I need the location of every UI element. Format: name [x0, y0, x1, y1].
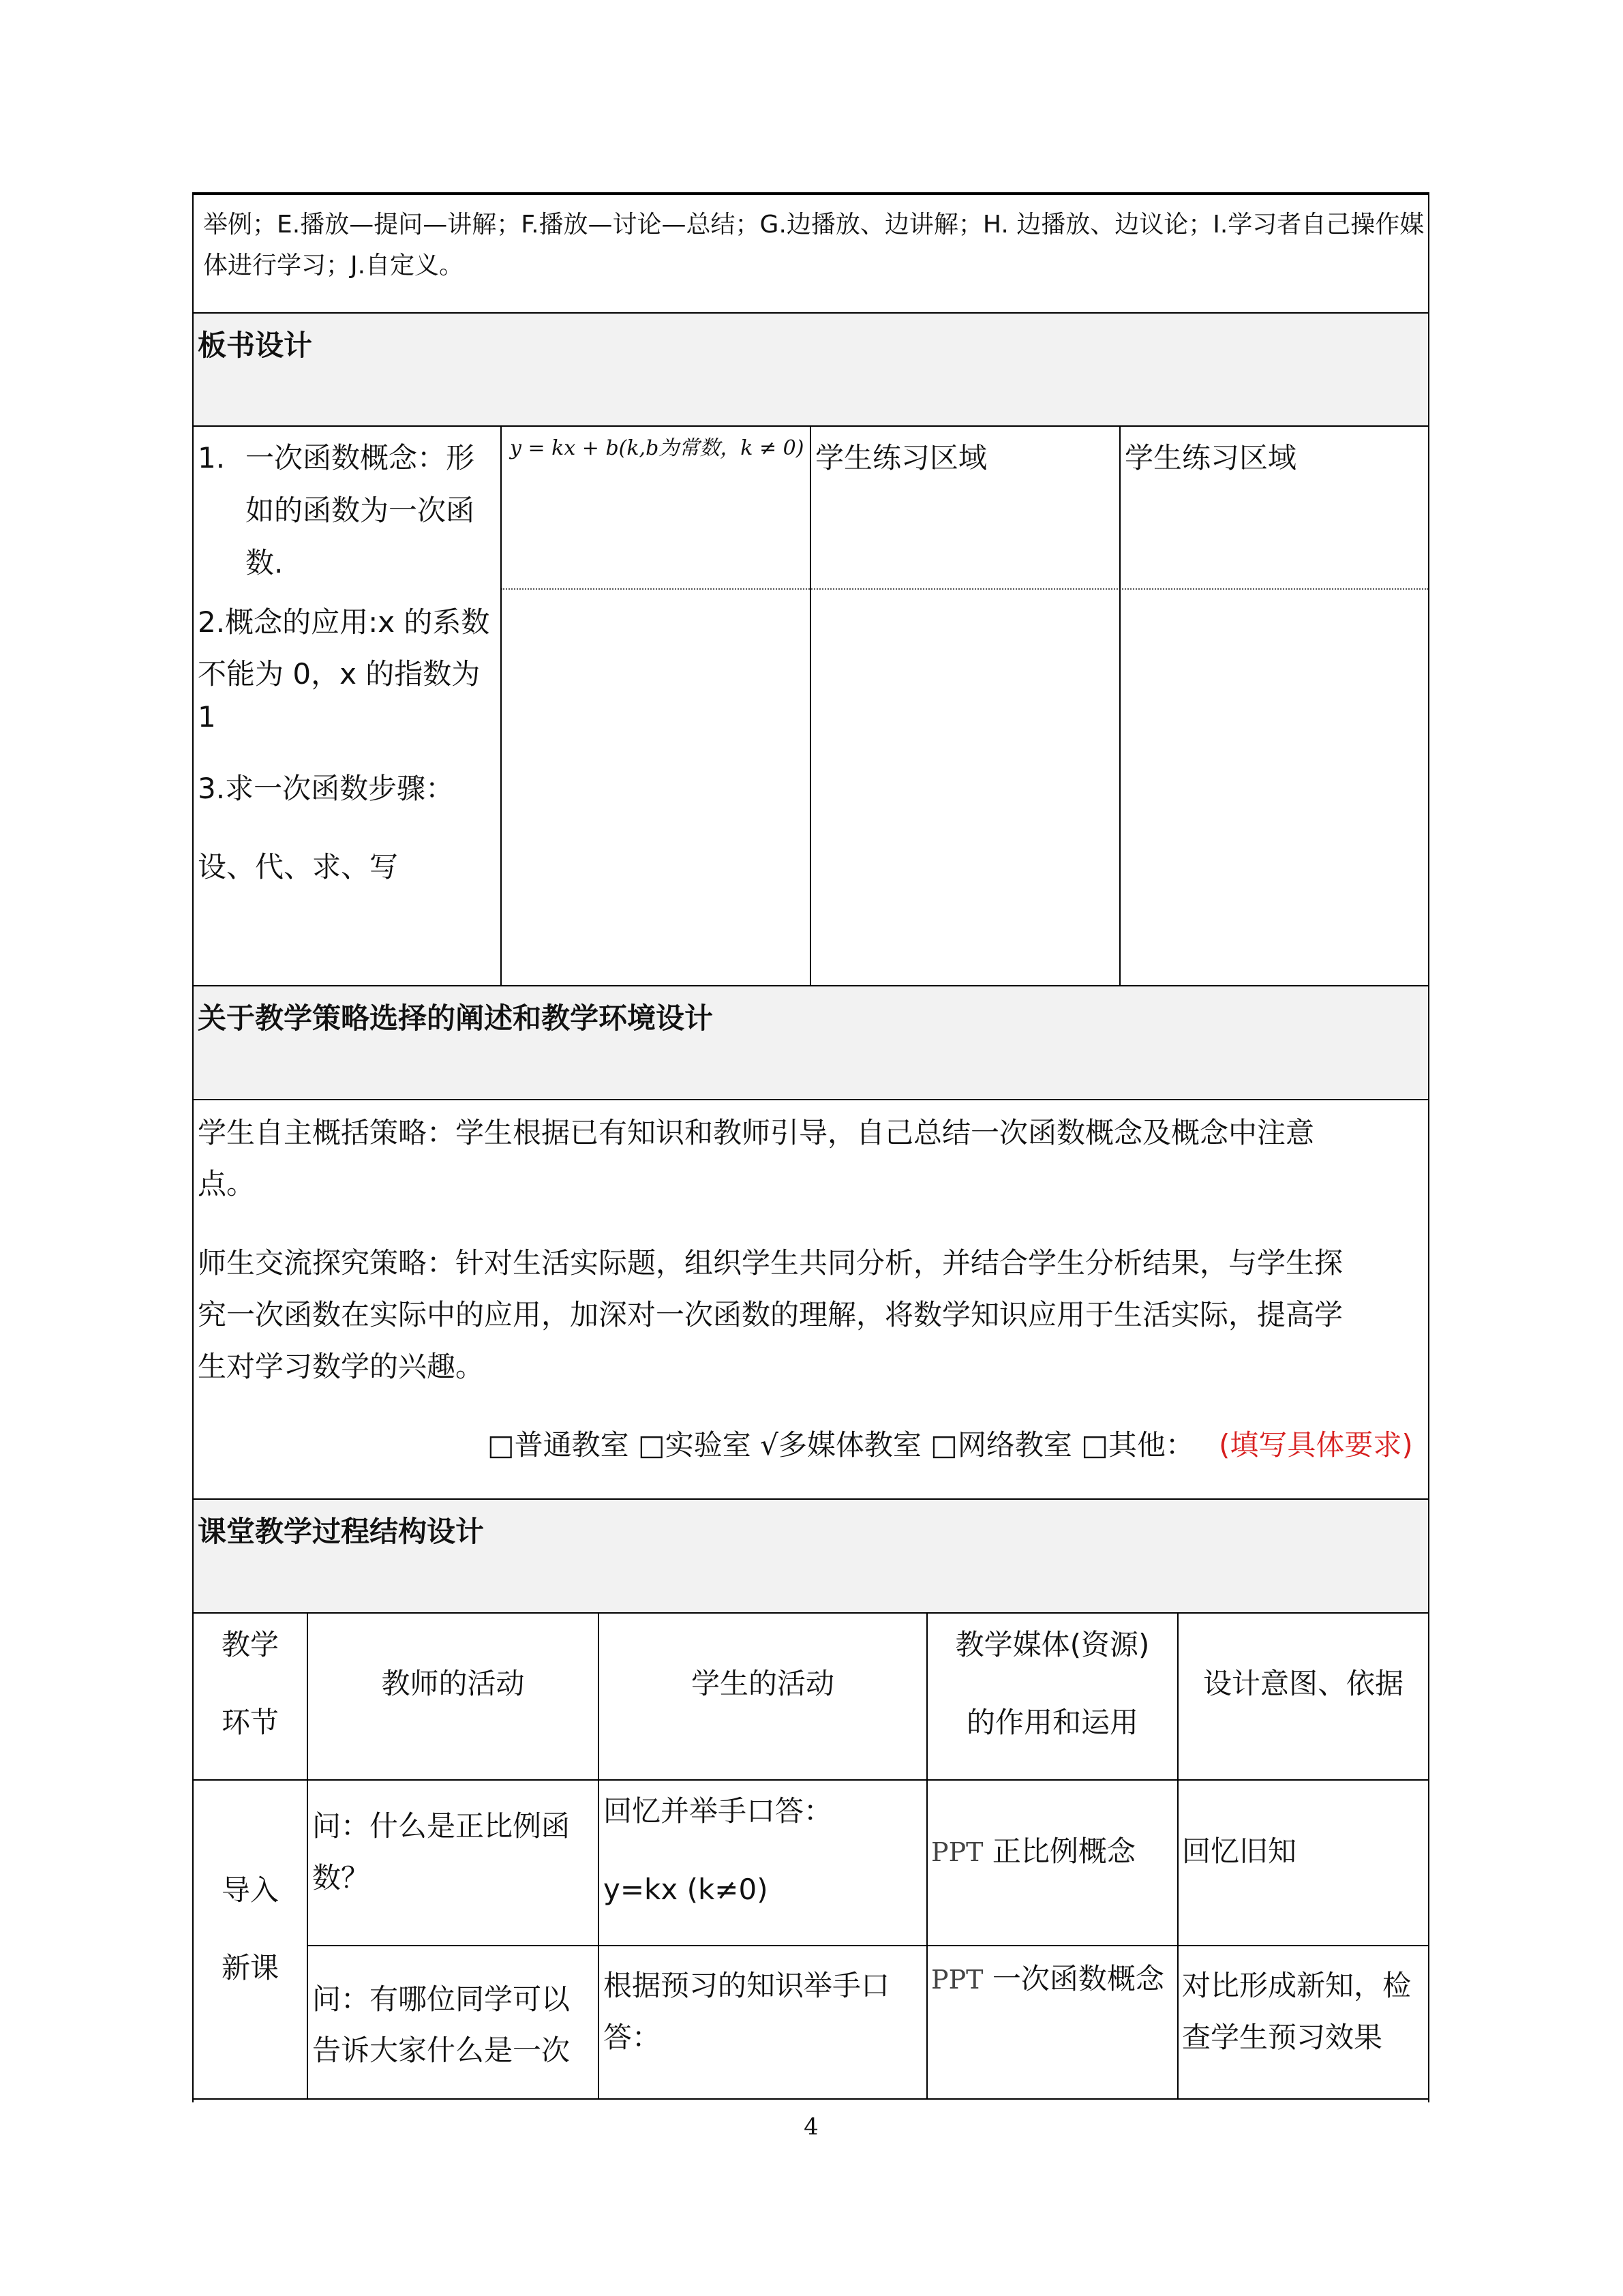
design-intent: 回忆旧知	[1182, 1834, 1297, 1868]
concept-line: 如的函数为一次函	[245, 494, 475, 527]
strategy-title: 关于教学策略选择的阐述和教学环境设计	[198, 1001, 714, 1035]
teacher-activity: 数？	[312, 1861, 370, 1894]
media-usage	[931, 1954, 1164, 2005]
col-divider	[926, 1612, 928, 2100]
header-stage: 教学	[221, 1628, 279, 1661]
row-divider	[307, 1945, 1429, 1946]
row-divider-dotted	[501, 588, 1428, 590]
table-right-border	[1428, 194, 1429, 2102]
media-usage	[931, 1826, 1136, 1877]
strategy-paragraph-line: 学生自主概括策略：学生根据已有知识和教师引导，自己总结一次函数概念及概念中注意	[198, 1116, 1315, 1149]
media-usage-text: 正比例概念	[992, 1834, 1136, 1868]
row-divider	[192, 1779, 1429, 1781]
strategy-paragraph-line: 究一次函数在实际中的应用，加深对一次函数的理解，将数学知识应用于生活实际，提高学	[198, 1298, 1344, 1331]
concept-line: 一次函数概念：形	[245, 441, 475, 474]
strategy-paragraph-line: 生对学习数学的兴趣。	[198, 1350, 485, 1383]
process-title: 课堂教学过程结构设计	[198, 1515, 485, 1548]
header-media: 教学媒体(资源)	[955, 1628, 1150, 1661]
stage-label: 新课	[221, 1951, 279, 1984]
student-activity: y=kx (k≠0)	[603, 1873, 768, 1906]
environment-options: □普通教室 □实验室 √多媒体教室 □网络教室 □其他：	[487, 1428, 1194, 1462]
header-media: 的作用和运用	[966, 1706, 1138, 1739]
ppt-label: PPT	[931, 1965, 984, 1995]
practice-area-label: 学生练习区域	[1125, 441, 1297, 474]
row-divider	[192, 1498, 1429, 1500]
student-activity: 回忆并举手口答：	[603, 1794, 833, 1828]
media-note-line: 举例；E.播放—提问—讲解；F.播放—讨论—总结；G.边播放、边讲解；H. 边播放、边议论；I.学习者自己操作媒	[203, 211, 1425, 239]
strategy-paragraph-line: 点。	[198, 1167, 256, 1200]
table-left-border	[192, 194, 194, 2102]
teacher-activity: 问：什么是正比例函	[312, 1809, 571, 1843]
steps-text: 设、代、求、写	[198, 850, 399, 883]
board-header-bg	[194, 314, 1429, 426]
teacher-activity: 问：有哪位同学可以	[312, 1982, 571, 2016]
strategy-paragraph-line: 师生交流探究策略：针对生活实际题，组织学生共同分析，并结合学生分析结果，与学生探	[198, 1246, 1344, 1280]
table-top-border	[192, 192, 1429, 195]
row-divider	[192, 1099, 1429, 1100]
header-intent: 设计意图、依据	[1202, 1667, 1404, 1700]
concept-formula: y = kx + b(k,b为常数，k ≠ 0)	[510, 436, 804, 460]
board-title: 板书设计	[198, 329, 313, 362]
student-activity: 根据预习的知识举手口	[603, 1969, 890, 2002]
application-line: 2.概念的应用:x 的系数	[198, 605, 490, 639]
concept-number: 1.	[198, 441, 226, 474]
row-divider	[192, 312, 1429, 314]
environment-note: (填写具体要求)	[1219, 1428, 1413, 1462]
student-activity: 答：	[603, 2021, 661, 2054]
media-usage-text: 一次函数概念	[992, 1962, 1164, 1995]
header-teacher: 教师的活动	[381, 1667, 525, 1700]
table-bottom-border	[192, 2098, 1429, 2100]
col-divider	[810, 425, 811, 986]
media-note-line: 体进行学习；J.自定义。	[203, 252, 464, 280]
col-divider	[500, 425, 502, 986]
row-divider	[192, 1612, 1429, 1614]
design-intent: 查学生预习效果	[1182, 2021, 1383, 2054]
page-number: 4	[804, 2113, 819, 2141]
ppt-label: PPT	[931, 1837, 984, 1867]
header-stage: 环节	[221, 1706, 279, 1739]
steps-title: 3.求一次函数步骤：	[198, 772, 455, 805]
design-intent: 对比形成新知，检	[1182, 1969, 1412, 2002]
application-line: 1	[198, 700, 216, 734]
col-divider	[1119, 425, 1121, 986]
header-student: 学生的活动	[691, 1667, 834, 1700]
stage-label: 导入	[221, 1873, 279, 1907]
practice-area-label: 学生练习区域	[815, 441, 988, 474]
application-line: 不能为 0，x 的指数为	[198, 657, 481, 691]
teacher-activity: 告诉大家什么是一次	[312, 2034, 571, 2067]
concept-line: 数.	[245, 546, 284, 579]
